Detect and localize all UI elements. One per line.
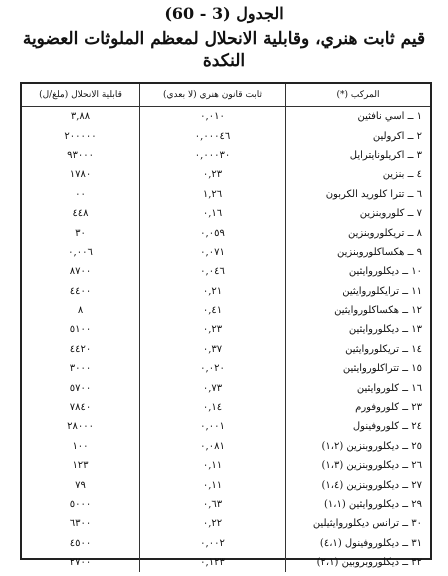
henry-constant-cell: ٠,١١ (139, 475, 285, 494)
header-solubility: قابلية الانحلال (ملغ/ل) (39, 90, 122, 100)
henry-constant-cell: ٠,٠٧١ (139, 243, 285, 262)
solubility-cell: ٢٠٠٠٠٠ (64, 130, 97, 142)
table-row (22, 398, 430, 417)
henry-constant-cell: ٠,١٢٣ (139, 553, 285, 572)
henry-constant-cell: ٠,٠٠١ (139, 417, 285, 436)
solubility-cell: ١٠٠ (72, 440, 89, 452)
table-row (22, 282, 430, 301)
solubility-cell: ٢٨٠٠٠ (67, 421, 94, 433)
henry-constant-cell: ٠,٠٤٦ (139, 262, 285, 281)
compound-cell: ١٣ ــ ديكلوروايثين (285, 320, 430, 339)
solubility-cell: ٤٤٨ (72, 208, 89, 220)
compound-cell: ٤ ــ بنزين (285, 165, 430, 184)
compound-cell: ١٠ ــ ديكلوروايثين (285, 262, 430, 281)
solubility-cell: ٢٧٠٠ (69, 557, 92, 569)
henry-constant-cell: ٠,٠٠٠٤٦ (139, 126, 285, 145)
solubility-cell: ٦٣٠٠ (69, 518, 92, 530)
solubility-cell: ١٢٣ (72, 460, 89, 472)
compound-cell: ١٦ ــ كلوروايثين (285, 378, 430, 397)
henry-constant-cell: ٠,٢٣ (139, 165, 285, 184)
table-row (22, 340, 430, 359)
solubility-cell: ٥٧٠٠ (69, 382, 92, 394)
table-row (22, 553, 430, 572)
compound-cell: ٦ ــ تترا كلوريد الكربون (285, 185, 430, 204)
henry-constant-cell: ٠,٢٣ (139, 320, 285, 339)
solubility-cell: ٩٣٠٠٠ (67, 149, 94, 161)
table-row (22, 126, 430, 145)
solubility-cell: ٨ (77, 305, 84, 317)
henry-constant-cell: ٠,٤١ (139, 301, 285, 320)
solubility-cell: ٧٩ (75, 479, 86, 491)
henry-constant-cell: ٠,١٤ (139, 398, 285, 417)
henry-constant-cell: ٠,٦٣ (139, 495, 285, 514)
solubility-cell: ٠,٠٠٦ (68, 246, 93, 258)
table-row (22, 204, 430, 223)
solubility-cell: ٠٠ (75, 188, 86, 200)
compound-cell: ٣ ــ اكريلونايترايل (285, 146, 430, 165)
table-row (22, 514, 430, 533)
compound-cell: ٢٦ ــ ديكلوروبنزين (١،٣) (285, 456, 430, 475)
henry-constant-cell: ٠,٠١٠ (139, 107, 285, 126)
henry-constant-cell: ٠,٠٨١ (139, 437, 285, 456)
table-row (22, 243, 430, 262)
data-table (20, 82, 432, 569)
henry-constant-cell: ٠,٢١ (139, 282, 285, 301)
compound-cell: ٣٢ ــ ديكلوروبروبين (٢،١) (285, 553, 430, 572)
header-compound: المركب (*) (285, 84, 430, 106)
table-row (22, 165, 430, 184)
compound-cell: ٧ ــ كلوروبنزين (285, 204, 430, 223)
table-row (22, 223, 430, 242)
solubility-cell: ٤٤٢٠ (69, 343, 92, 355)
compound-cell: ٣٠ ــ ترانس ديكلوروايثيلين (285, 514, 430, 533)
solubility-cell: ٣,٨٨ (70, 111, 91, 123)
table-row (22, 320, 430, 339)
compound-cell: ٨ ــ تريكلوروبنزين (285, 223, 430, 242)
table-row (22, 456, 430, 475)
henry-constant-cell: ٠,٠٥٩ (139, 223, 285, 242)
table-row (22, 475, 430, 494)
table-row (22, 534, 430, 553)
henry-constant-cell: ٠,٢٢ (139, 514, 285, 533)
table-row (22, 378, 430, 397)
header-henry-constant: ثابت قانون هنري (لا بعدي) (139, 84, 285, 106)
henry-constant-cell: ٠,٧٣ (139, 378, 285, 397)
table-body (22, 107, 430, 569)
solubility-cell: ٨٧٠٠ (69, 266, 92, 278)
solubility-cell: ١٧٨٠ (69, 169, 92, 181)
henry-constant-cell: ٠,٠٠٠٣٠ (139, 146, 285, 165)
compound-cell: ٣١ ــ ديكلوروفينول (٤،١) (285, 534, 430, 553)
compound-cell: ١٤ ــ تريكلوروايثين (285, 340, 430, 359)
table-header-row (22, 84, 430, 107)
compound-cell: ٢٥ ــ ديكلوروبنزين (١،٢) (285, 437, 430, 456)
compound-cell: ٢٣ ــ كلوروفورم (285, 398, 430, 417)
compound-cell: ٢٧ ــ ديكلوروبنزين (١،٤) (285, 475, 430, 494)
compound-cell: ١١ ــ ترايكلوروايثين (285, 282, 430, 301)
solubility-cell: ٥١٠٠ (69, 324, 92, 336)
table-row (22, 301, 430, 320)
henry-constant-cell: ٠,٣٧ (139, 340, 285, 359)
table-row (22, 185, 430, 204)
compound-cell: ١٥ ــ تتراكلوروايثين (285, 359, 430, 378)
solubility-cell: ٤٤٠٠ (69, 285, 92, 297)
solubility-cell: ٥٠٠٠ (69, 499, 92, 510)
table-row (22, 107, 430, 126)
compound-cell: ٩ ــ هكساكلوروبنزين (285, 243, 430, 262)
compound-cell: ٢٤ ــ كلوروفينول (285, 417, 430, 436)
compound-cell: ١ ــ اسي نافثين (285, 107, 430, 126)
compound-cell: ٢ ــ اكرولين (285, 126, 430, 145)
compound-cell: ١٢ ــ هكساكلوروايثين (285, 301, 430, 320)
henry-constant-cell: ٠,٠٢٠ (139, 359, 285, 378)
solubility-cell: ٣٠ (75, 227, 86, 239)
compound-cell: ٢٩ ــ ديكلوروايثين (١،١) (285, 495, 430, 514)
henry-constant-cell: ٠,٠٠٢ (139, 534, 285, 553)
table-row (22, 495, 430, 514)
table-caption-number: الجدول (3 - 60) (164, 4, 284, 23)
table-caption-title: قيم ثابت هنري، وقابلية الانحلال لمعظم الملوثات العضوية النكدة (22, 29, 426, 71)
henry-constant-cell: ٠,١٦ (139, 204, 285, 223)
henry-constant-cell: ١,٢٦ (139, 185, 285, 204)
table-row (22, 417, 430, 436)
table-row (22, 359, 430, 378)
solubility-cell: ٧٨٤٠ (69, 402, 92, 414)
table-row (22, 262, 430, 281)
table-row (22, 437, 430, 456)
table-row (22, 146, 430, 165)
solubility-cell: ٤٥٠٠ (69, 537, 92, 549)
henry-constant-cell: ٠,١١ (139, 456, 285, 475)
solubility-cell: ٣٠٠٠ (69, 363, 92, 375)
